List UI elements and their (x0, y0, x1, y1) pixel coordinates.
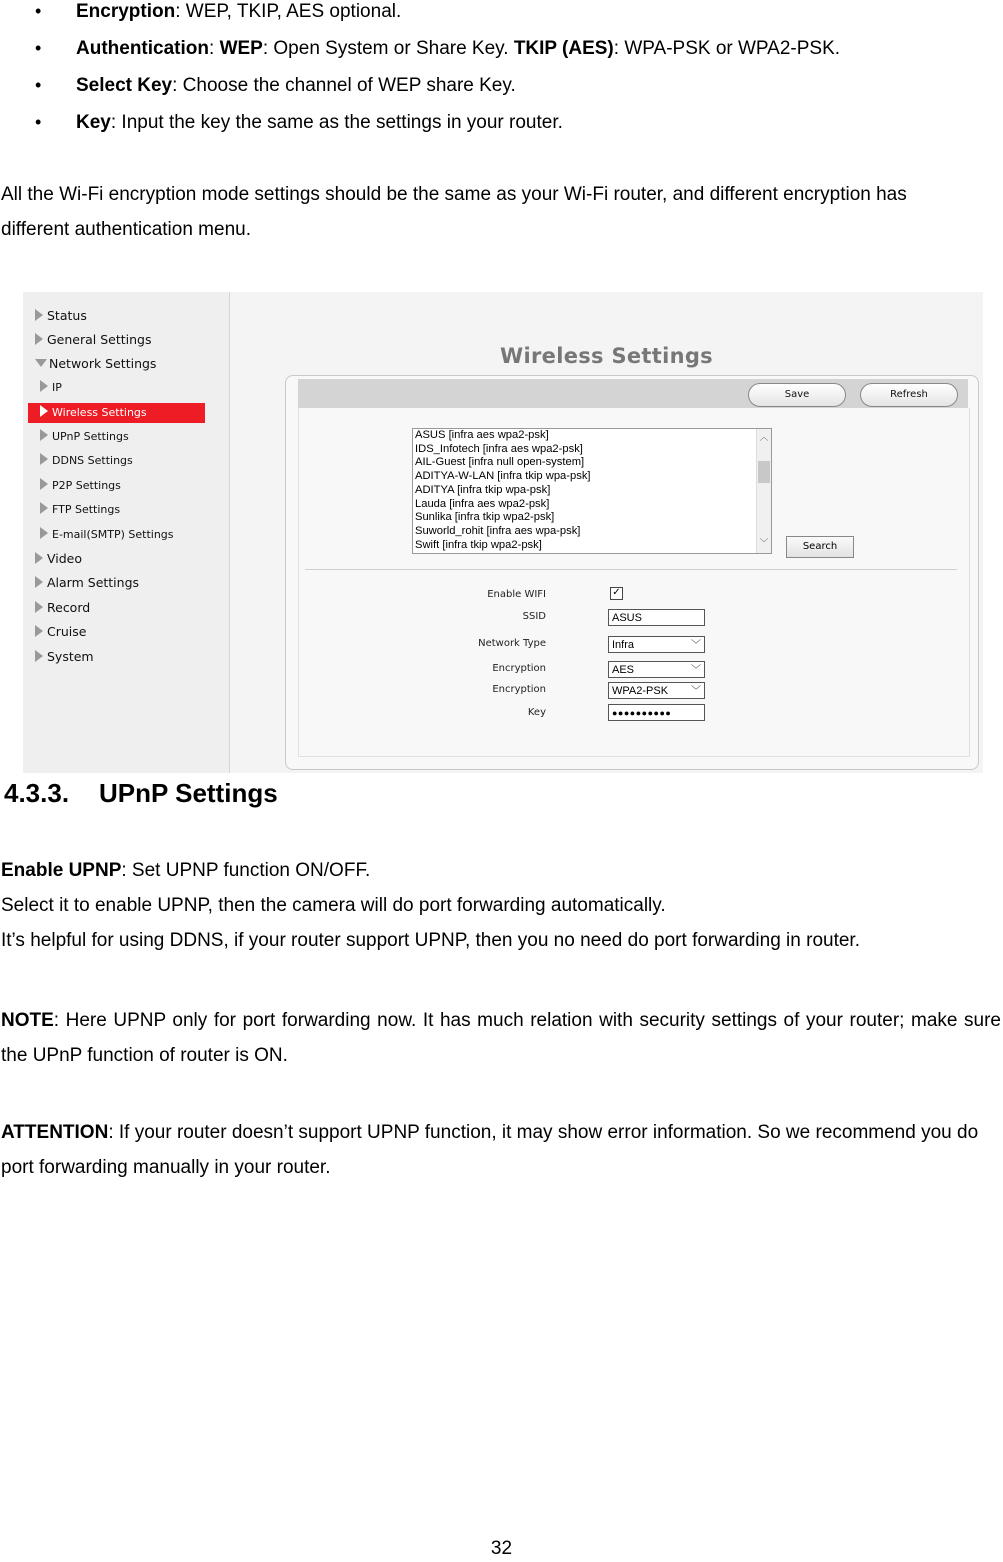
sidebar-item-alarm[interactable] (35, 573, 139, 593)
sidebar-item-general[interactable] (35, 330, 152, 350)
description: : WEP, TKIP, AES optional. (175, 1, 402, 22)
upnp-description (1, 853, 1001, 958)
paragraph-line (1, 853, 1001, 888)
list-item[interactable]: Swift [infra tkip wpa2-psk] (415, 538, 542, 551)
section-heading (4, 778, 278, 809)
sidebar-item-label: Network Settings (49, 356, 157, 371)
list-item[interactable]: Lauda [infra aes wpa2-psk] (415, 497, 550, 510)
expand-arrow-icon (40, 405, 48, 417)
settings-panel (285, 375, 979, 770)
expand-arrow-icon (35, 552, 43, 564)
wireless-settings-screenshot (23, 292, 983, 773)
sidebar-item-label: P2P Settings (52, 479, 121, 492)
ssid-input[interactable] (608, 609, 705, 626)
chevron-down-icon: ﹀ (691, 640, 701, 651)
toolbar (298, 379, 968, 408)
list-item (0, 104, 1003, 141)
wifi-network-list[interactable] (412, 428, 772, 554)
sidebar-item-label: UPnP Settings (52, 430, 129, 443)
expand-arrow-icon (35, 625, 43, 637)
save-button[interactable]: Save (748, 383, 846, 407)
encryption-select[interactable] (608, 661, 705, 678)
sidebar-item-label: Wireless Settings (52, 406, 147, 419)
expand-arrow-icon (35, 576, 43, 588)
term: WEP (219, 38, 263, 59)
key-label: Key (527, 707, 546, 718)
expand-arrow-icon (35, 650, 43, 662)
description: : Open System or Share Key. (262, 38, 514, 59)
sidebar-item-label: E-mail(SMTP) Settings (52, 528, 174, 541)
enable-wifi-label: Enable WIFI (487, 589, 546, 600)
paragraph-line: different authentication menu. (1, 219, 251, 240)
list-item[interactable]: ASUS [infra aes wpa2-psk] (415, 429, 549, 441)
sidebar-item-label: Status (47, 308, 87, 323)
bullet-icon: • (35, 112, 42, 132)
sidebar-item-video[interactable] (35, 549, 82, 569)
expand-arrow-icon (40, 429, 48, 441)
authentication-label: Encryption (492, 684, 546, 695)
scrollbar-thumb[interactable] (758, 461, 770, 483)
sidebar-item-record[interactable] (35, 598, 90, 618)
network-type-label: Network Type (478, 638, 546, 649)
sidebar-item-label: Video (47, 551, 83, 566)
chevron-down-icon: ﹀ (691, 686, 701, 697)
term: Encryption (76, 1, 176, 22)
note-text: : Here UPNP only for port forwarding now. It has much relation with security settings of your router; make sure the UPnP function of router is ON. (1, 1010, 1001, 1066)
section-title: UPnP Settings (99, 778, 278, 808)
sidebar-item-cruise[interactable] (35, 622, 86, 642)
ssid-label: SSID (522, 611, 546, 622)
description: : WPA-PSK or WPA2-PSK. (613, 38, 841, 59)
expand-arrow-icon (40, 478, 48, 490)
sidebar-item-p2p[interactable] (40, 476, 121, 496)
attention-text: : If your router doesn’t support UPNP function, it may show error information. So we recommend you do port forwarding manually in your router. (1, 1122, 979, 1178)
attention-label: ATTENTION (1, 1122, 109, 1143)
list-item (0, 67, 1003, 104)
note-paragraph (1, 1003, 1001, 1073)
enable-wifi-checkbox[interactable]: ✓ (610, 587, 623, 600)
list-item (0, 0, 1003, 30)
paragraph-line: Select it to enable UPNP, then the camera will do port forwarding automatically. (1, 895, 666, 916)
sidebar-item-label: DDNS Settings (52, 454, 133, 467)
authentication-select[interactable] (608, 682, 705, 699)
sidebar-item-ddns[interactable] (40, 451, 133, 471)
description: : Choose the channel of WEP share Key. (172, 75, 516, 96)
sidebar-item-ftp[interactable] (40, 500, 120, 520)
expand-arrow-icon (40, 453, 48, 465)
expand-arrow-icon (35, 333, 43, 345)
expand-arrow-icon (35, 309, 43, 321)
sidebar-item-label: Record (47, 600, 91, 615)
term: TKIP (AES) (513, 38, 614, 59)
section-number: 4.3.3. (4, 778, 70, 808)
sidebar-item-label: IP (52, 381, 62, 394)
refresh-button[interactable]: Refresh (860, 383, 958, 407)
scrollbar[interactable] (756, 429, 771, 553)
sidebar-item-upnp[interactable] (40, 427, 129, 447)
bullet-icon: • (35, 38, 42, 58)
separator: : (209, 38, 220, 59)
list-item[interactable]: IDS_Infotech [infra aes wpa2-psk] (415, 442, 583, 455)
note-label: NOTE (1, 1010, 54, 1031)
sidebar-item-system[interactable] (35, 647, 94, 667)
collapse-arrow-icon (35, 359, 47, 367)
sidebar-item-network[interactable] (35, 354, 156, 374)
intro-paragraph (1, 177, 1001, 247)
list-item (0, 30, 1003, 67)
sidebar-item-label: Cruise (47, 624, 87, 639)
bullet-icon: • (35, 75, 42, 95)
expand-arrow-icon (40, 527, 48, 539)
sidebar-item-wireless[interactable] (28, 403, 205, 423)
description: : Input the key the same as the settings in your router. (110, 112, 563, 133)
list-item[interactable]: AIL-Guest [infra null open-system] (415, 456, 585, 469)
attention-paragraph (1, 1115, 1001, 1185)
paragraph-line: All the Wi-Fi encryption mode settings should be the same as your Wi-Fi router, and different encryption has (1, 184, 907, 205)
bullet-list (0, 0, 1003, 141)
sidebar-item-label: System (47, 649, 94, 664)
sidebar-item-ip[interactable] (40, 378, 62, 398)
key-input[interactable] (608, 704, 705, 721)
sidebar-item-label: Alarm Settings (47, 575, 140, 590)
encryption-label: Encryption (492, 663, 546, 674)
network-type-select[interactable] (608, 636, 705, 653)
term: Enable UPNP (1, 860, 122, 881)
list-item[interactable]: Suworld_rohit [infra aes wpa-psk] (415, 524, 581, 537)
expand-arrow-icon (40, 502, 48, 514)
paragraph-line: It’s helpful for using DDNS, if your router support UPNP, then you no need do port forwarding in router. (1, 930, 860, 951)
list-item[interactable]: ADITYA-W-LAN [infra tkip wpa-psk] (415, 470, 591, 483)
sidebar-item-label: FTP Settings (52, 503, 121, 516)
sidebar-item-label: General Settings (47, 332, 152, 347)
sidebar (23, 292, 230, 773)
page-number: 32 (490, 1538, 513, 1559)
divider (305, 569, 957, 570)
main-content (230, 292, 983, 773)
chevron-down-icon: ﹀ (691, 665, 701, 676)
term: Key (76, 112, 111, 133)
chevron-up-icon[interactable]: ︿ (759, 433, 769, 443)
sidebar-item-status[interactable] (35, 306, 87, 326)
network-type-value: Infra (612, 639, 635, 651)
encryption-value: AES (612, 664, 635, 676)
bullet-icon: • (35, 1, 42, 21)
description: : Set UPNP function ON/OFF. (121, 860, 371, 881)
page-title: Wireless Settings (500, 344, 713, 368)
term: Select Key (76, 75, 173, 96)
ssid-value: ASUS (612, 612, 642, 624)
sidebar-item-email[interactable] (40, 525, 174, 545)
key-value: ●●●●●●●●●● (612, 708, 672, 718)
term: Authentication (76, 38, 209, 59)
chevron-down-icon[interactable]: ﹀ (759, 539, 769, 549)
authentication-value: WPA2-PSK (612, 685, 669, 697)
expand-arrow-icon (35, 601, 43, 613)
expand-arrow-icon (40, 380, 48, 392)
list-item[interactable]: Sunlika [infra tkip wpa2-psk] (415, 511, 555, 524)
list-item[interactable]: ADITYA [infra tkip wpa-psk] (415, 483, 551, 496)
search-button[interactable]: Search (786, 536, 854, 558)
